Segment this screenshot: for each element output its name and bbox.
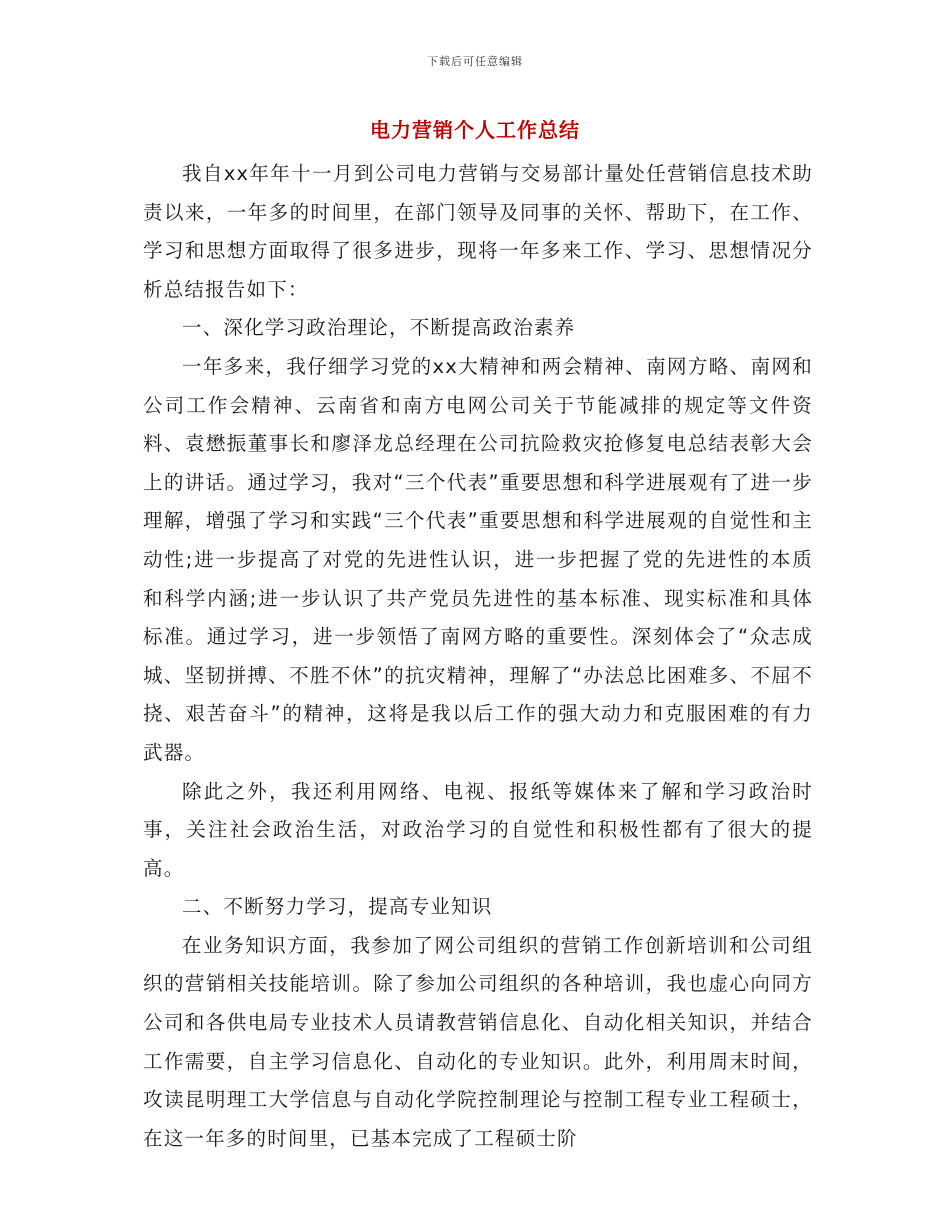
document-title: 电力营销个人工作总结	[370, 118, 580, 142]
section-heading-1: 一、深化学习政治理论，不断提高政治素养	[182, 316, 576, 340]
paragraph-professional-study: 在业务知识方面，我参加了网公司组织的营销工作创新培训和公司组织的营销相关技能培训。除了参加公司组织的各种培训，我也虚心向同方公司和各供电局专业技术人员请教营销信息化、自动化相关知识，并结合工作需要，自主学习信息化、自动化的专业知识。此外，利用周末时间，攻读昆明理工大学信息与自动化学院控制理论与控制工程专业工程硕士，在这一年多的时间里，已基本完成了工程硕士阶	[143, 933, 813, 1150]
document-body	[143, 155, 813, 1158]
section-heading-2: 二、不断努力学习，提高专业知识	[182, 895, 493, 919]
paragraph-intro: 我自xx年年十一月到公司电力营销与交易部计量处任营销信息技术助责以来，一年多的时间里，在部门领导及同事的关怀、帮助下，在工作、学习和思想方面取得了很多进步，现将一年多来工作、学习、思想情况分析总结报告如下：	[143, 162, 813, 301]
paragraph-media-study: 除此之外，我还利用网络、电视、报纸等媒体来了解和学习政治时事，关注社会政治生活，对政治学习的自觉性和积极性都有了很大的提高。	[143, 779, 813, 880]
paragraph-political-study: 一年多来，我仔细学习党的xx大精神和两会精神、南网方略、南网和公司工作会精神、云南省和南方电网公司关于节能减排的规定等文件资料、袁懋振董事长和廖泽龙总经理在公司抗险救灾抢修复电总结表彰大会上的讲话。通过学习，我对“三个代表”重要思想和科学进展观有了进一步理解，增强了学习和实践“三个代表”重要思想和科学进展观的自觉性和主动性;进一步提高了对党的先进性认识，进一步把握了党的先进性的本质和科学内涵;进一步认识了共产党员先进性的基本标准、现实标准和具体标准。通过学习，进一步领悟了南网方略的重要性。深刻体会了“众志成城、坚韧拼搏、不胜不休”的抗灾精神，理解了“办法总比困难多、不屈不挠、艰苦奋斗”的精神，这将是我以后工作的强大动力和克服困难的有力武器。	[143, 354, 813, 764]
header-note: 下载后可任意编辑	[427, 55, 523, 68]
